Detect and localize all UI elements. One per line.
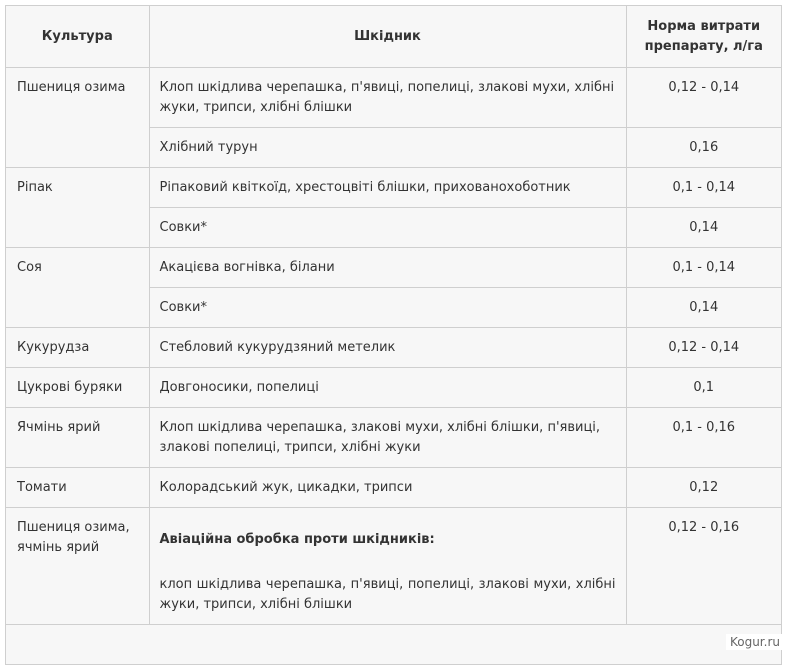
pesticide-rate-table: [6, 6, 781, 625]
table-row: [6, 408, 781, 468]
aviation-pest-cell: [149, 508, 626, 625]
pest-cell: Клоп шкідлива черепашка, п'явиці, попелиці, злакові мухи, хлібні жуки, трипси, хлібні блішки: [149, 68, 626, 128]
table-row: [6, 168, 781, 208]
pest-cell: Клоп шкідлива черепашка, злакові мухи, хлібні блішки, п'явиці, злакові попелиці, трипси, хлібні жуки: [149, 408, 626, 468]
culture-cell: Соя: [6, 248, 149, 328]
pest-cell: Стебловий кукурудзяний метелик: [149, 328, 626, 368]
pest-cell: Акацієва вогнівка, білани: [149, 248, 626, 288]
pest-cell: Совки*: [149, 208, 626, 248]
rate-cell: 0,1: [626, 368, 781, 408]
rate-cell: 0,1 - 0,14: [626, 168, 781, 208]
pest-cell: Довгоносики, попелиці: [149, 368, 626, 408]
culture-cell: Кукурудза: [6, 328, 149, 368]
rate-cell: 0,16: [626, 128, 781, 168]
site-watermark: Kogur.ru: [726, 634, 784, 650]
culture-cell: Ріпак: [6, 168, 149, 248]
culture-cell: Пшениця озима: [6, 68, 149, 168]
rate-cell: 0,1 - 0,16: [626, 408, 781, 468]
header-culture: Культура: [6, 6, 149, 68]
pesticide-table-frame: [5, 5, 782, 665]
pest-cell: Ріпаковий квіткоїд, хрестоцвіті блішки, прихованохоботник: [149, 168, 626, 208]
header-pest: Шкідник: [149, 6, 626, 68]
culture-cell: Пшениця озима, ячмінь ярий: [6, 508, 149, 625]
rate-cell: 0,14: [626, 208, 781, 248]
culture-cell: Томати: [6, 468, 149, 508]
pest-cell: Колорадський жук, цикадки, трипси: [149, 468, 626, 508]
rate-cell: 0,12 - 0,14: [626, 328, 781, 368]
header-rate: Норма витрати препарату, л/га: [626, 6, 781, 68]
rate-cell: 0,14: [626, 288, 781, 328]
table-row: [6, 468, 781, 508]
aviation-spacer: [160, 550, 616, 575]
table-row: [6, 328, 781, 368]
aviation-title: Авіаційна обробка проти шкідників:: [159, 532, 435, 547]
table-row: [6, 248, 781, 288]
rate-cell: 0,12 - 0,16: [626, 508, 781, 625]
pest-cell: Хлібний турун: [149, 128, 626, 168]
culture-cell: Цукрові буряки: [6, 368, 149, 408]
rate-cell: 0,1 - 0,14: [626, 248, 781, 288]
rate-cell: 0,12: [626, 468, 781, 508]
table-header-row: [6, 6, 781, 68]
culture-cell: Ячмінь ярий: [6, 408, 149, 468]
aviation-row: [6, 508, 781, 625]
table-row: [6, 368, 781, 408]
pest-cell: Совки*: [149, 288, 626, 328]
table-row: [6, 68, 781, 128]
rate-cell: 0,12 - 0,14: [626, 68, 781, 128]
aviation-pest-text: клоп шкідлива черепашка, п'явиці, попелиці, злакові мухи, хлібні жуки, трипси, хлібні блішки: [159, 577, 616, 612]
